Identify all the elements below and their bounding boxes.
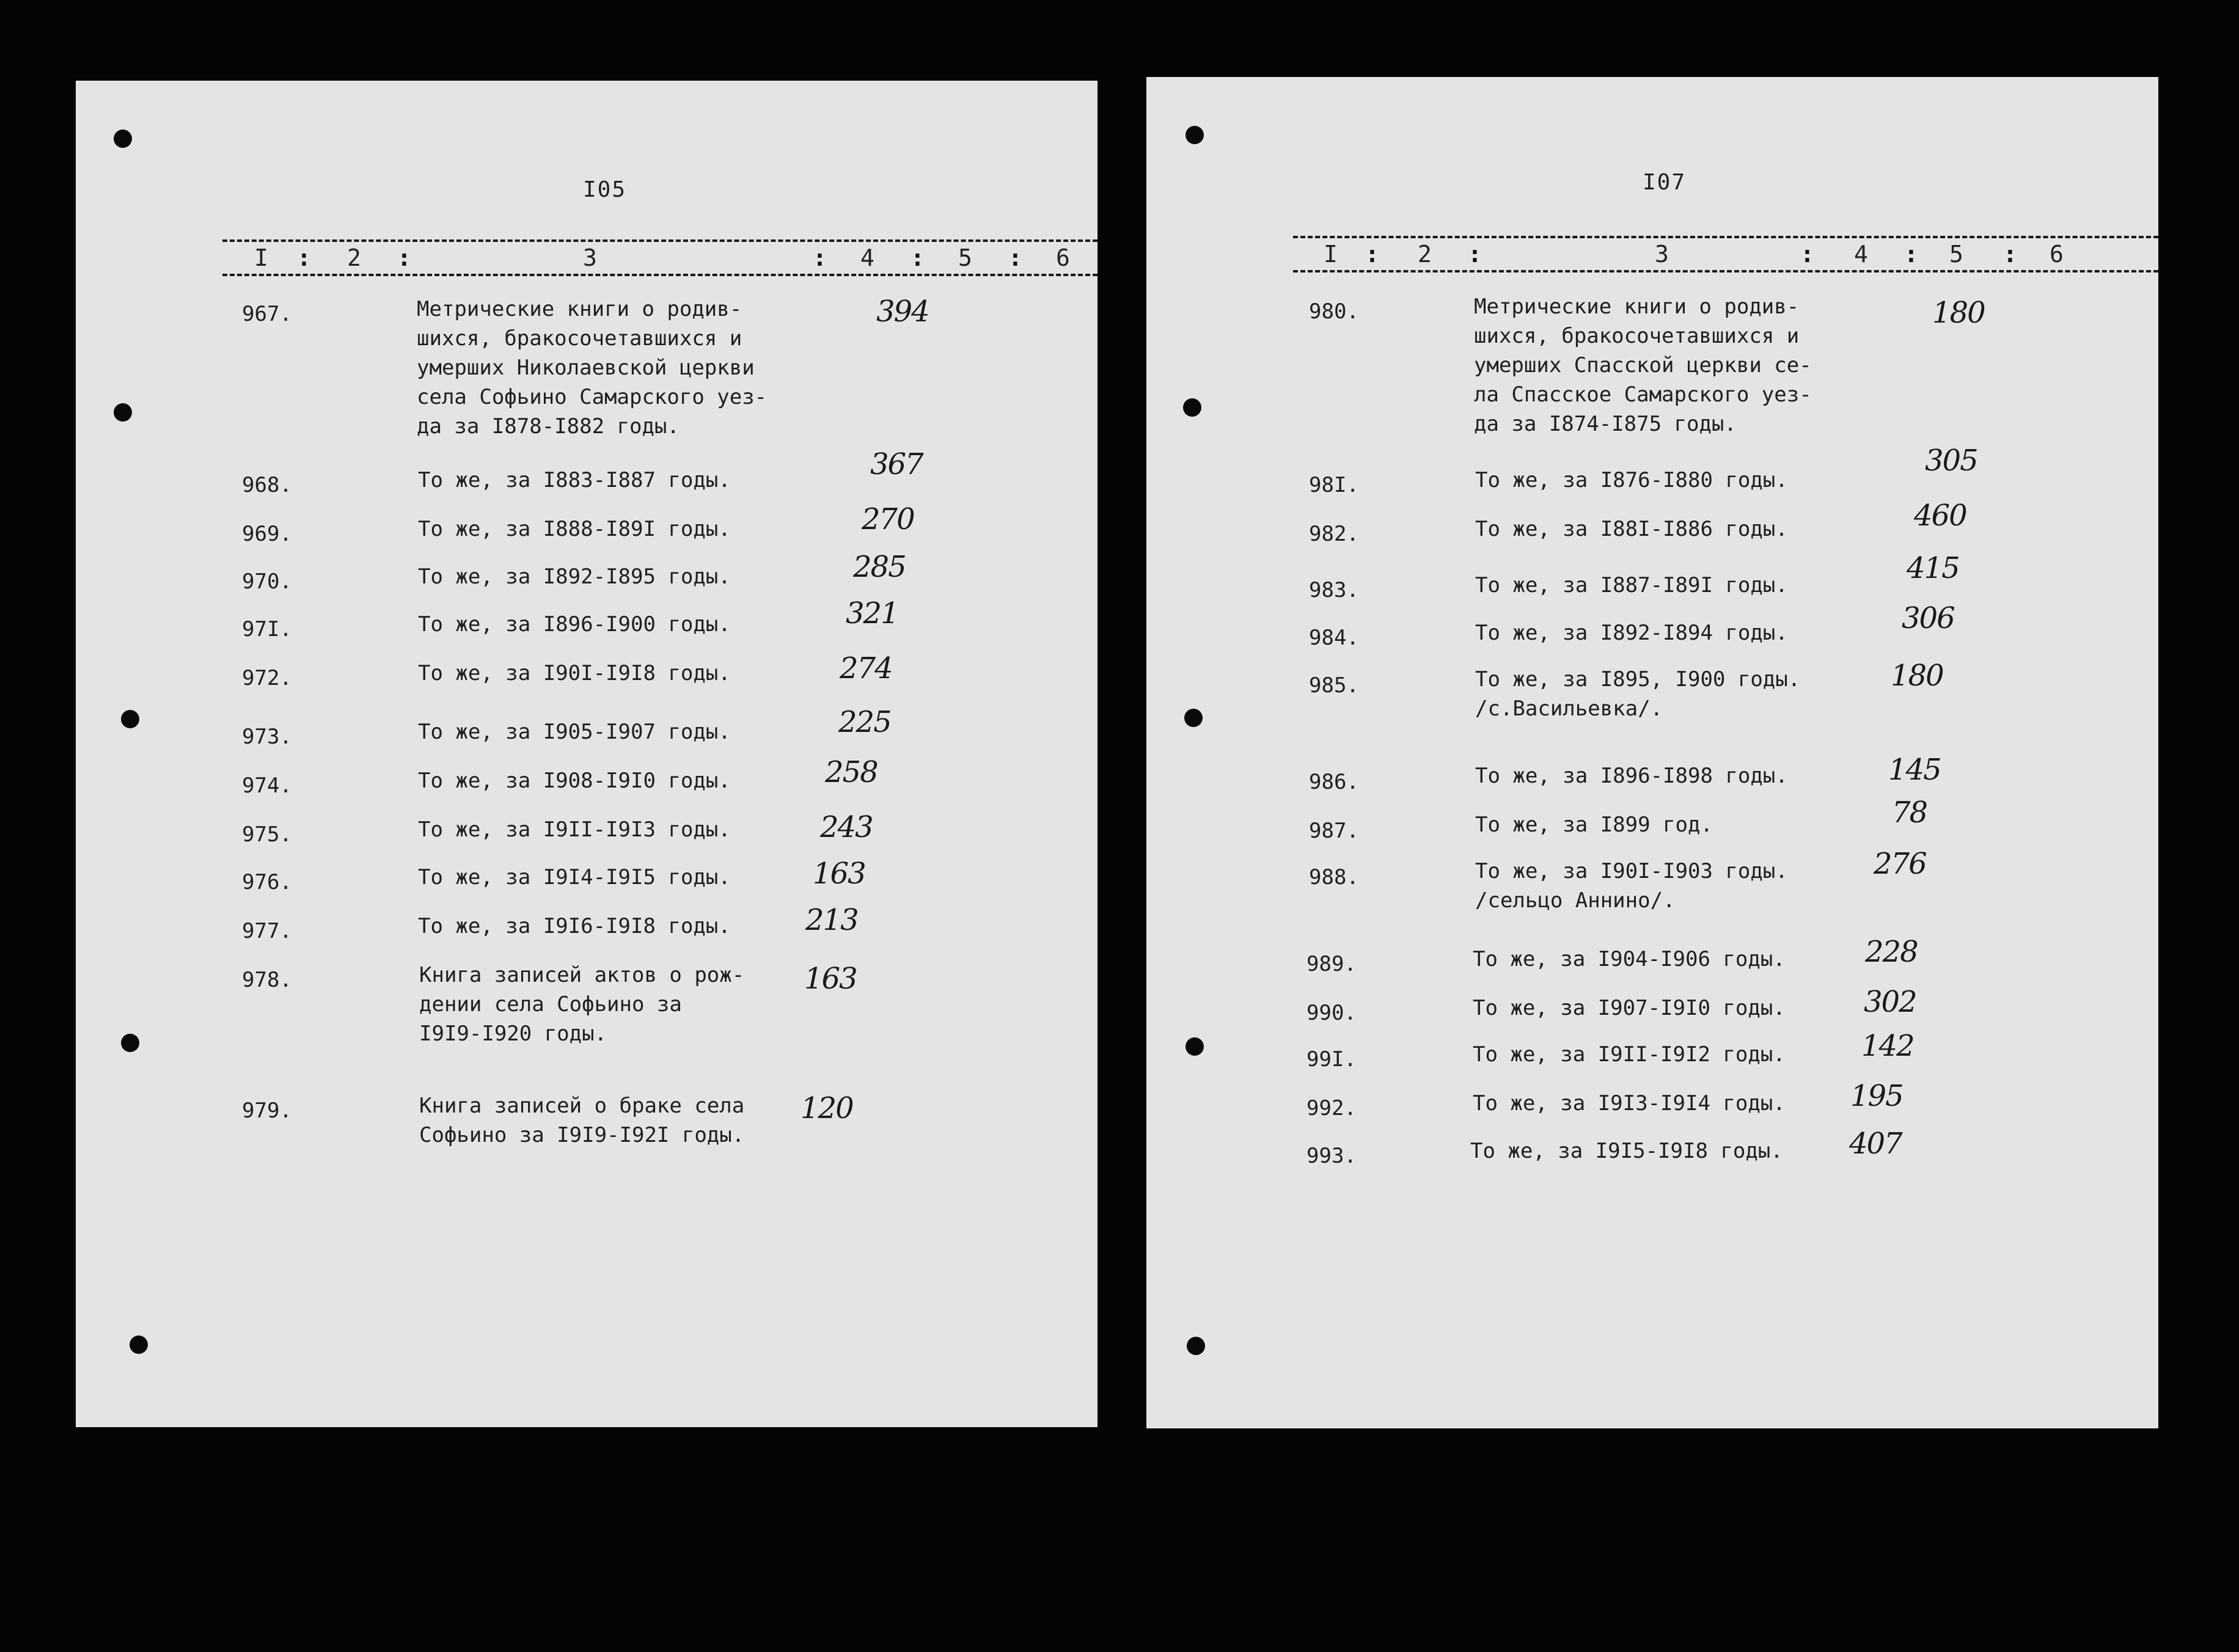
entry-description: То же, за I907-I9I0 годы. bbox=[1473, 996, 1786, 1020]
punch-hole bbox=[1184, 709, 1203, 727]
entry-description: То же, за I9I5-I9I8 годы. bbox=[1470, 1139, 1783, 1163]
entry-description: То же, за I9II-I9I3 годы. bbox=[418, 817, 731, 842]
sheet-count: 163 bbox=[813, 857, 865, 891]
entry-description: То же, за I88I-I886 годы. bbox=[1475, 517, 1788, 541]
sheet-count: 180 bbox=[1891, 659, 1943, 693]
entry-description: Книга записей актов о рож- дении села Софьино за I9I9-I920 годы. bbox=[419, 963, 745, 1046]
punch-hole bbox=[114, 130, 132, 148]
entry-number: 970. bbox=[242, 569, 292, 594]
entry-number: 976. bbox=[242, 870, 292, 894]
sheet-count: 276 bbox=[1874, 847, 1926, 881]
entry-number: 99I. bbox=[1306, 1047, 1357, 1072]
entry-description: То же, за I896-I900 годы. bbox=[418, 612, 731, 637]
sheet-count: 195 bbox=[1850, 1079, 1903, 1113]
entry-number: 986. bbox=[1309, 770, 1359, 794]
column-label: 6 bbox=[1056, 244, 1070, 271]
entry-number: 967. bbox=[242, 302, 292, 326]
entry-description: То же, за I90I-I9I8 годы. bbox=[418, 661, 731, 685]
entry-description: То же, за I883-I887 годы. bbox=[418, 468, 731, 492]
sheet-count: 306 bbox=[1902, 601, 1954, 635]
sheet-count: 407 bbox=[1849, 1127, 1902, 1161]
entry-number: 98I. bbox=[1309, 473, 1359, 497]
entry-number: 977. bbox=[242, 919, 292, 943]
sheet-count: 213 bbox=[805, 903, 858, 937]
page-number: I07 bbox=[1643, 170, 1687, 195]
entry-number: 978. bbox=[242, 968, 292, 992]
entry-number: 969. bbox=[242, 522, 292, 546]
sheet-count: 142 bbox=[1861, 1029, 1914, 1063]
column-label: 3 bbox=[1655, 241, 1669, 268]
sheet-count: 163 bbox=[804, 962, 857, 996]
column-label: 2 bbox=[347, 244, 361, 271]
column-label: I bbox=[254, 244, 268, 271]
sheet-count: 305 bbox=[1925, 444, 1977, 478]
column-label: I bbox=[1324, 241, 1338, 268]
sheet-count: 270 bbox=[862, 502, 914, 536]
left-page bbox=[76, 81, 1098, 1427]
column-label: 2 bbox=[1418, 241, 1432, 268]
column-label: 6 bbox=[2050, 241, 2064, 268]
entry-number: 973. bbox=[242, 725, 292, 749]
sheet-count: 394 bbox=[876, 294, 929, 329]
punch-hole bbox=[1183, 398, 1201, 417]
entry-description: Метрические книги о родив- шихся, бракосочетавшихся и умерших Спасской церкви се- ла Спасское Самарского уез- да за I874-I875 годы. bbox=[1474, 294, 1812, 436]
sheet-count: 180 bbox=[1932, 296, 1985, 330]
punch-hole bbox=[114, 403, 132, 422]
entry-description: То же, за I899 год. bbox=[1475, 813, 1713, 837]
sheet-count: 460 bbox=[1914, 499, 1966, 533]
entry-number: 993. bbox=[1306, 1144, 1357, 1168]
sheet-count: 274 bbox=[840, 651, 892, 685]
punch-hole bbox=[121, 1034, 139, 1052]
right-page bbox=[1146, 77, 2158, 1428]
entry-description: То же, за I887-I89I годы. bbox=[1475, 573, 1788, 598]
entry-description: Метрические книги о родив- шихся, бракосочетавшихся и умерших Николаевской церкви села Софьино Самарского уез- да за I878-I882 годы. bbox=[417, 297, 768, 439]
sheet-count: 228 bbox=[1865, 935, 1918, 969]
column-header: I : 2 : 3 : 4 : 5 : 6 bbox=[1293, 232, 2158, 276]
sheet-count: 285 bbox=[853, 550, 906, 584]
sheet-count: 145 bbox=[1888, 753, 1941, 787]
column-label: 3 bbox=[583, 244, 597, 271]
entry-description: То же, за I905-I907 годы. bbox=[418, 720, 731, 744]
column-label: 5 bbox=[1949, 241, 1963, 268]
entry-description: То же, за I892-I894 годы. bbox=[1475, 621, 1788, 645]
entry-number: 987. bbox=[1309, 819, 1359, 843]
sheet-count: 225 bbox=[838, 705, 891, 739]
punch-hole bbox=[130, 1336, 148, 1354]
sheet-count: 258 bbox=[825, 755, 878, 789]
sheet-count: 367 bbox=[870, 447, 923, 481]
punch-hole bbox=[1185, 126, 1204, 144]
column-label: 4 bbox=[860, 244, 874, 271]
sheet-count: 243 bbox=[820, 810, 873, 844]
entry-number: 988. bbox=[1309, 865, 1359, 890]
entry-description: То же, за I892-I895 годы. bbox=[418, 565, 731, 589]
column-label: 4 bbox=[1854, 241, 1868, 268]
entry-number: 984. bbox=[1309, 626, 1359, 650]
punch-hole bbox=[121, 710, 139, 728]
entry-description: То же, за I895, I900 годы. /с.Васильевка/. bbox=[1475, 667, 1801, 721]
entry-description: То же, за I9I4-I9I5 годы. bbox=[418, 865, 731, 890]
column-header: I : 2 : 3 : 4 : 5 : 6 bbox=[222, 236, 1098, 280]
entry-number: 990. bbox=[1306, 1001, 1357, 1025]
punch-hole bbox=[1187, 1337, 1205, 1355]
page-number: I05 bbox=[583, 177, 627, 202]
entry-description: То же, за I904-I906 годы. bbox=[1473, 947, 1786, 971]
entry-description: То же, за I9I3-I9I4 годы. bbox=[1473, 1091, 1786, 1116]
entry-number: 972. bbox=[242, 666, 292, 690]
entry-number: 975. bbox=[242, 822, 292, 847]
entry-number: 989. bbox=[1306, 952, 1357, 976]
entry-description: Книга записей о браке села Софьино за I9I9-I92I годы. bbox=[419, 1094, 745, 1147]
sheet-count: 321 bbox=[846, 596, 898, 630]
entry-description: То же, за I896-I898 годы. bbox=[1475, 764, 1788, 788]
entry-description: То же, за I9II-I9I2 годы. bbox=[1473, 1042, 1786, 1067]
entry-description: То же, за I876-I880 годы. bbox=[1475, 468, 1788, 492]
entry-description: То же, за I9I6-I9I8 годы. bbox=[418, 914, 731, 938]
sheet-count: 302 bbox=[1864, 985, 1916, 1019]
sheet-count: 78 bbox=[1892, 795, 1927, 830]
entry-number: 97I. bbox=[242, 617, 292, 641]
entry-number: 983. bbox=[1309, 578, 1359, 602]
punch-hole bbox=[1185, 1037, 1204, 1056]
entry-number: 980. bbox=[1309, 299, 1359, 324]
entry-number: 992. bbox=[1306, 1096, 1357, 1120]
sheet-count: 415 bbox=[1907, 551, 1959, 585]
entry-description: То же, за I888-I89I годы. bbox=[418, 517, 731, 541]
entry-number: 968. bbox=[242, 473, 292, 497]
entry-number: 985. bbox=[1309, 673, 1359, 698]
sheet-count: 120 bbox=[801, 1091, 853, 1125]
entry-description: То же, за I908-I9I0 годы. bbox=[418, 769, 731, 793]
column-label: 5 bbox=[958, 244, 972, 271]
entry-number: 974. bbox=[242, 773, 292, 798]
entry-number: 982. bbox=[1309, 522, 1359, 546]
entry-description: То же, за I90I-I903 годы. /сельцо Аннино/. bbox=[1475, 859, 1788, 913]
entry-number: 979. bbox=[242, 1098, 292, 1123]
